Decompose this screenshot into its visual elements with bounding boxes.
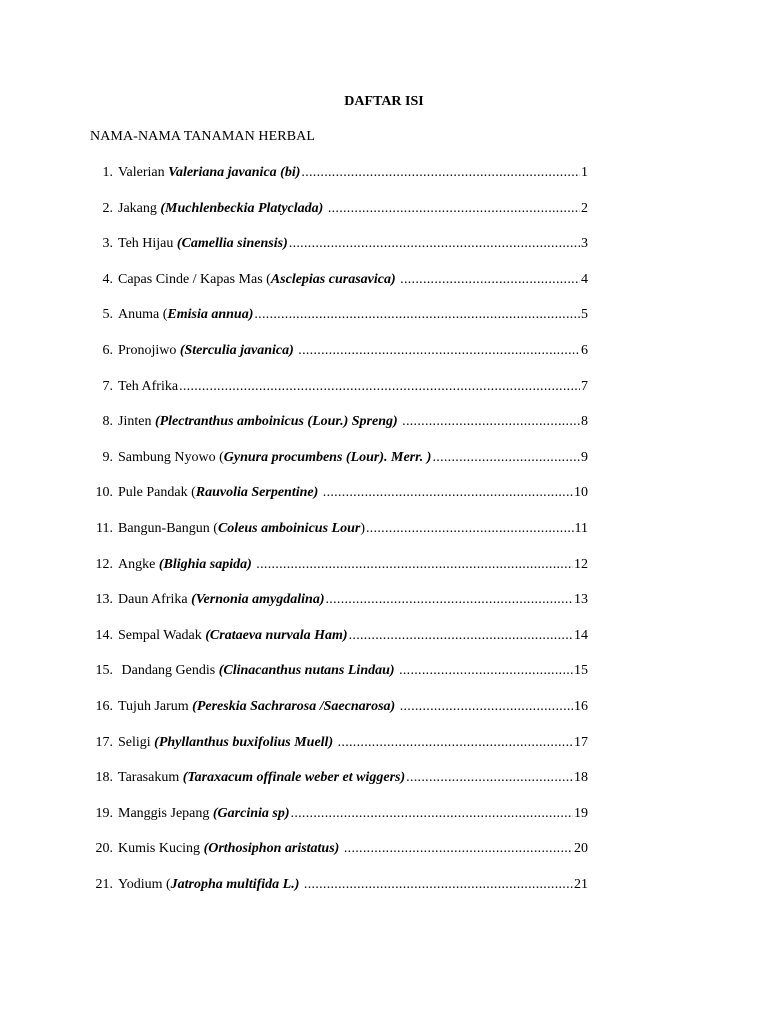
plant-latin-name: Rauvolia Serpentine) bbox=[195, 485, 319, 501]
plant-name-suffix bbox=[318, 485, 322, 500]
toc-entry-title bbox=[118, 200, 327, 218]
dot-leader bbox=[298, 342, 580, 360]
toc-entry-title bbox=[118, 306, 253, 324]
toc-entry-title bbox=[118, 378, 178, 396]
dot-leader bbox=[323, 484, 573, 502]
toc-entry[interactable] bbox=[78, 200, 588, 236]
plant-name-suffix bbox=[323, 201, 327, 216]
plant-common-name: Bangun-Bangun ( bbox=[118, 520, 218, 536]
dot-leader bbox=[304, 876, 573, 894]
plant-common-name: Jinten bbox=[118, 414, 155, 430]
toc-entry[interactable] bbox=[78, 627, 588, 663]
toc-page-number: 14 bbox=[574, 627, 588, 643]
plant-common-name: Pronojiwo bbox=[118, 342, 180, 358]
dot-leader bbox=[344, 840, 573, 858]
toc-page-number: 15 bbox=[574, 663, 588, 679]
toc-entry-title bbox=[118, 271, 399, 289]
toc-entry-title bbox=[118, 840, 343, 858]
plant-latin-name: (Vernonia amygdalina) bbox=[191, 592, 325, 608]
dot-leader bbox=[349, 627, 573, 645]
toc-entry-title bbox=[118, 449, 431, 467]
toc-page-number: 6 bbox=[581, 342, 588, 358]
plant-name-suffix: ) bbox=[360, 520, 365, 536]
toc-entry[interactable] bbox=[78, 840, 588, 876]
toc-entry-title bbox=[118, 556, 255, 574]
toc-entry-title bbox=[118, 413, 401, 431]
toc-entry-number: 20. bbox=[95, 841, 113, 857]
plant-common-name: Teh Hijau bbox=[118, 236, 177, 252]
dot-leader bbox=[432, 449, 580, 467]
plant-common-name: Kumis Kucing bbox=[118, 841, 204, 857]
dot-leader bbox=[399, 662, 573, 680]
dot-leader bbox=[338, 734, 573, 752]
toc-entry-number: 15. bbox=[95, 663, 113, 679]
toc-entry-number: 12. bbox=[95, 556, 113, 572]
plant-common-name: Valerian bbox=[118, 165, 169, 180]
toc-entry[interactable] bbox=[78, 449, 588, 485]
toc-entry-number: 13. bbox=[95, 592, 113, 608]
toc-entry-title bbox=[118, 342, 297, 360]
plant-common-name: Angke bbox=[118, 556, 159, 572]
plant-latin-name: (Garcinia sp) bbox=[212, 805, 290, 821]
toc-entry[interactable] bbox=[78, 769, 588, 805]
plant-common-name: Tarasakum bbox=[118, 770, 183, 786]
toc-entry[interactable] bbox=[78, 271, 588, 307]
toc-page-number: 4 bbox=[581, 271, 588, 287]
plant-common-name: Pule Pandak ( bbox=[118, 485, 196, 501]
dot-leader bbox=[179, 378, 580, 396]
plant-name-suffix bbox=[333, 735, 337, 750]
plant-latin-name: (Crataeva nurvala Ham) bbox=[205, 627, 348, 643]
toc-entry[interactable] bbox=[78, 484, 588, 520]
plant-common-name: Seligi bbox=[118, 734, 155, 750]
plant-latin-name: (Orthosiphon aristatus) bbox=[203, 841, 340, 857]
toc-page-number: 1 bbox=[581, 165, 588, 180]
plant-latin-name: (Blighia sapida) bbox=[158, 556, 252, 572]
toc-entry-number: 18. bbox=[95, 770, 113, 786]
toc-entry-title bbox=[118, 805, 290, 823]
toc-entry-number: 17. bbox=[95, 734, 113, 750]
toc-entry-number: 14. bbox=[95, 627, 113, 643]
toc-entry[interactable] bbox=[78, 591, 588, 627]
toc-entry-number: 8. bbox=[102, 414, 113, 430]
plant-common-name: Jakang bbox=[118, 200, 161, 216]
toc-page-number: 16 bbox=[574, 698, 588, 714]
dot-leader bbox=[254, 306, 580, 324]
toc-page-number: 21 bbox=[574, 876, 588, 892]
plant-name-suffix bbox=[339, 841, 343, 856]
plant-common-name: Anuma ( bbox=[118, 307, 168, 323]
toc-entry-number: 7. bbox=[102, 378, 113, 394]
toc-page-number: 8 bbox=[581, 414, 588, 430]
toc-page-number: 3 bbox=[581, 236, 588, 252]
toc-entry-number: 3. bbox=[102, 236, 113, 252]
toc-entry-title bbox=[118, 520, 365, 538]
toc-page-number: 12 bbox=[574, 556, 588, 572]
toc-entry[interactable] bbox=[78, 876, 588, 912]
plant-common-name: Yodium ( bbox=[118, 876, 171, 892]
plant-common-name: Tujuh Jarum bbox=[118, 698, 193, 714]
dot-leader bbox=[406, 769, 573, 787]
toc-page-number: 19 bbox=[574, 805, 588, 821]
toc-entry[interactable] bbox=[78, 556, 588, 592]
toc-entry-number: 4. bbox=[102, 271, 113, 287]
plant-name-suffix bbox=[252, 557, 256, 572]
plant-name-suffix bbox=[395, 699, 399, 714]
plant-latin-name: Valeriana javanica (bi) bbox=[168, 165, 301, 180]
plant-name-suffix bbox=[396, 272, 400, 287]
toc-entry[interactable] bbox=[78, 342, 588, 378]
plant-common-name: Daun Afrika bbox=[118, 592, 192, 608]
toc-entry-title bbox=[118, 662, 398, 680]
plant-common-name: Dandang Gendis bbox=[118, 663, 219, 679]
plant-latin-name: (Taraxacum offinale weber et wiggers) bbox=[182, 770, 406, 786]
plant-common-name: Manggis Jepang bbox=[118, 805, 213, 821]
toc-entry-number: 9. bbox=[102, 449, 113, 465]
dot-leader bbox=[291, 805, 573, 823]
toc-entry-title bbox=[118, 235, 288, 253]
toc-entry[interactable] bbox=[78, 698, 588, 734]
dot-leader bbox=[400, 698, 573, 716]
plant-latin-name: (Pereskia Sachrarosa /Saecnarosa) bbox=[192, 698, 396, 714]
toc-entry[interactable] bbox=[78, 734, 588, 770]
toc-page-number: 10 bbox=[574, 485, 588, 501]
toc-entry[interactable] bbox=[78, 805, 588, 841]
toc-page-number: 5 bbox=[581, 307, 588, 323]
plant-latin-name: (Camellia sinensis) bbox=[176, 236, 288, 252]
dot-leader bbox=[256, 556, 573, 574]
plant-latin-name: (Sterculia javanica) bbox=[179, 342, 294, 358]
plant-latin-name: (Clinacanthus nutans Lindau) bbox=[218, 663, 395, 679]
toc-page-number: 18 bbox=[574, 770, 588, 786]
toc-entry[interactable] bbox=[78, 520, 588, 556]
dot-leader bbox=[400, 271, 580, 289]
plant-latin-name: (Muchlenbeckia Platyclada) bbox=[160, 200, 324, 216]
toc-entry[interactable] bbox=[78, 164, 588, 200]
section-heading: NAMA-NAMA TANAMAN HERBAL bbox=[90, 129, 316, 144]
toc-page-number: 13 bbox=[574, 592, 588, 608]
toc-entry-title bbox=[118, 484, 322, 502]
toc-entry[interactable] bbox=[78, 378, 588, 414]
plant-common-name: Sambung Nyowo ( bbox=[118, 449, 224, 465]
toc-entry[interactable] bbox=[78, 235, 588, 271]
toc-entry-number: 19. bbox=[95, 805, 113, 821]
dot-leader bbox=[326, 591, 574, 609]
table-of-contents bbox=[78, 164, 588, 911]
toc-entry-number: 16. bbox=[95, 698, 113, 714]
dot-leader bbox=[328, 200, 580, 218]
dot-leader bbox=[402, 413, 580, 431]
page-title: DAFTAR ISI bbox=[344, 94, 424, 109]
plant-latin-name: (Phyllanthus buxifolius Muell) bbox=[154, 734, 334, 750]
toc-entry-title bbox=[118, 769, 405, 787]
dot-leader bbox=[301, 164, 580, 182]
toc-entry-title bbox=[118, 876, 303, 894]
toc-entry[interactable] bbox=[78, 413, 588, 449]
toc-entry-title bbox=[118, 698, 399, 716]
toc-page-number: 7 bbox=[581, 378, 588, 394]
plant-common-name: Capas Cinde / Kapas Mas ( bbox=[118, 271, 271, 287]
toc-entry-number: 11. bbox=[96, 520, 113, 536]
dot-leader bbox=[366, 520, 574, 538]
plant-latin-name: Asclepias curasavica) bbox=[270, 271, 396, 287]
plant-name-suffix bbox=[294, 343, 298, 358]
toc-page-number: 2 bbox=[581, 200, 588, 216]
toc-page-number: 9 bbox=[581, 449, 588, 465]
toc-entry[interactable] bbox=[78, 306, 588, 342]
toc-entry-number: 5. bbox=[102, 307, 113, 323]
plant-latin-name: Jatropha multifida L.) bbox=[170, 876, 300, 892]
toc-page-number: 20 bbox=[574, 841, 588, 857]
toc-entry-number: 6. bbox=[102, 342, 113, 358]
plant-latin-name: Emisia annua) bbox=[167, 307, 254, 323]
plant-name-suffix bbox=[398, 414, 402, 429]
toc-entry-title bbox=[118, 734, 337, 752]
plant-common-name: Sempal Wadak bbox=[118, 627, 206, 643]
plant-name-suffix bbox=[395, 663, 399, 678]
toc-entry-number: 1. bbox=[102, 165, 113, 180]
toc-entry-title bbox=[118, 627, 348, 645]
toc-entry-number: 10. bbox=[95, 485, 113, 501]
dot-leader bbox=[289, 235, 580, 253]
toc-page-number: 17 bbox=[574, 734, 588, 750]
toc-entry[interactable] bbox=[78, 662, 588, 698]
toc-entry-title bbox=[118, 164, 300, 182]
plant-latin-name: Gynura procumbens (Lour). Merr. ) bbox=[223, 449, 432, 465]
toc-page-number: 11 bbox=[574, 520, 588, 536]
toc-entry-number: 2. bbox=[102, 200, 113, 216]
plant-latin-name: Coleus amboinicus Lour bbox=[217, 520, 361, 536]
plant-common-name: Teh Afrika bbox=[118, 378, 179, 394]
toc-entry-number: 21. bbox=[95, 876, 113, 892]
plant-latin-name: (Plectranthus amboinicus (Lour.) Spreng) bbox=[154, 414, 398, 430]
plant-name-suffix bbox=[299, 877, 303, 892]
toc-entry-title bbox=[118, 591, 325, 609]
